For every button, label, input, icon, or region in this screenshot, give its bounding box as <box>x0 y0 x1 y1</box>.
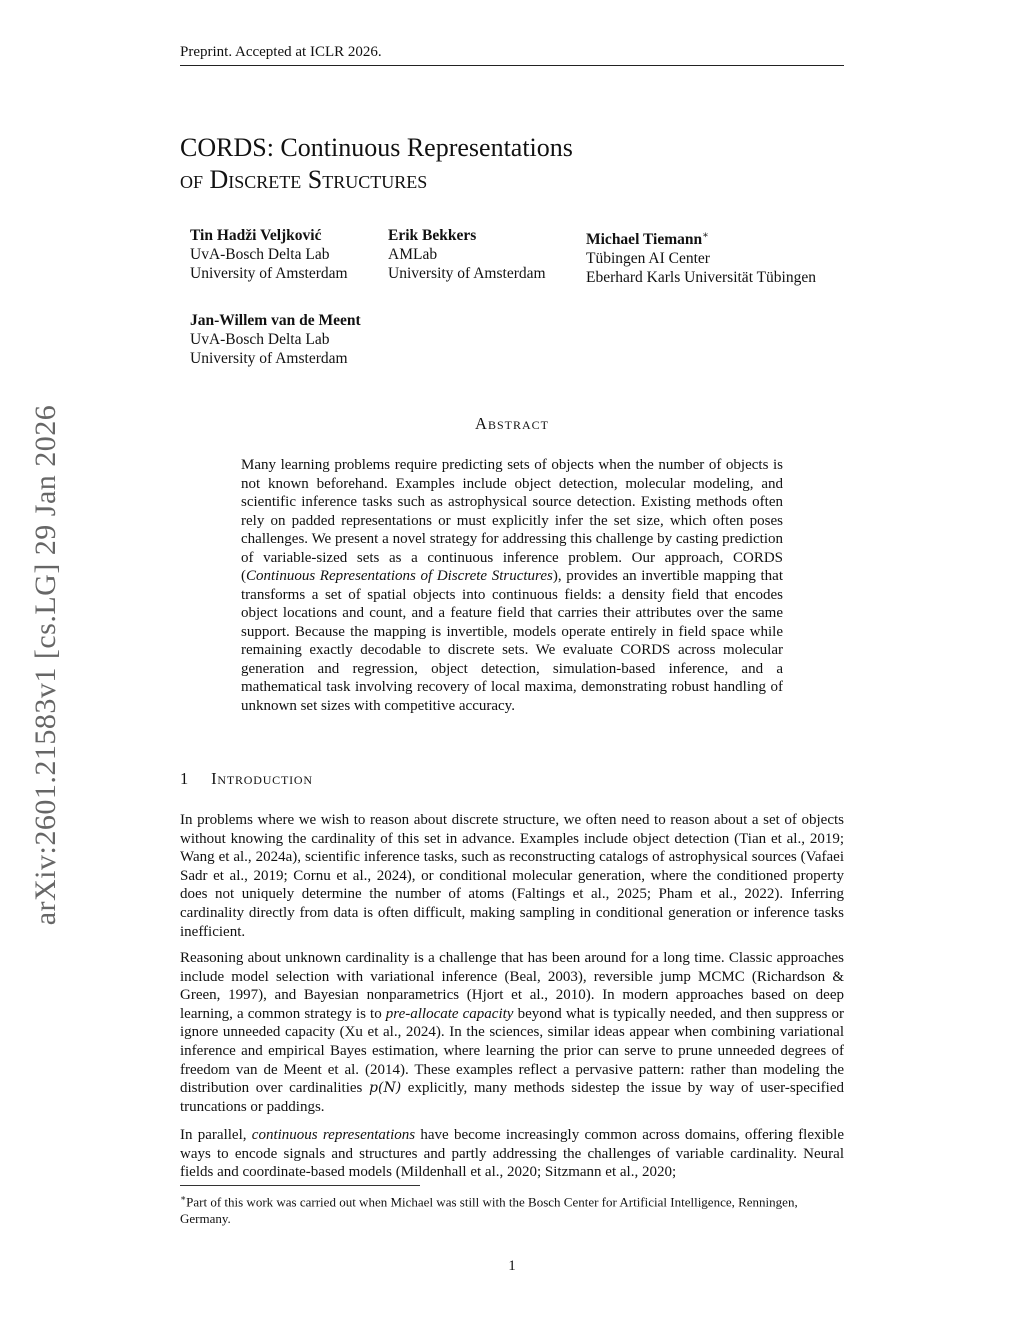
intro-paragraph-1: In problems where we wish to reason about discrete structure, we often need to reason about a set of objects without knowing the cardinality of this set in advance. Examples include object detection (Tian et al., 2019; Wang et al., 2024a), scientific inference tasks, such as reconstructing catalogs of astrophysical sources (Vafaei Sadr et al., 2019; Cornu et al., 2024), or conditional molecular generation, where the conditioned property does not uniquely determine the number of atoms (Faltings et al., 2025; Pham et al., 2022). Inferring cardinality directly from data is often difficult, making sampling in conditional generation or inference tasks inefficient. <box>180 812 844 940</box>
paper-title <box>180 132 844 196</box>
author-name: Erik Bekkers <box>388 227 477 244</box>
author-affiliation: University of Amsterdam <box>388 265 546 282</box>
author-3 <box>586 226 816 287</box>
section-heading <box>180 769 313 789</box>
arxiv-identifier: arXiv:2601.21583v1 [cs.LG] 29 Jan 2026 <box>29 404 62 926</box>
section-number: 1 <box>180 769 190 788</box>
header-rule <box>180 65 844 66</box>
author-name: Michael Tiemann <box>586 231 703 249</box>
author-1 <box>190 226 348 283</box>
author-2 <box>388 226 546 283</box>
footnote-mark: ∗ <box>180 1193 187 1203</box>
page-number: 1 <box>508 1258 516 1274</box>
footnote-rule <box>180 1185 420 1186</box>
author-affiliation: Tübingen AI Center <box>586 250 710 268</box>
author-4 <box>190 311 361 368</box>
footnote-text: Part of this work was carried out when Michael was still with the Bosch Center for Artificial Intelligence, Renningen, Germany. <box>180 1194 798 1227</box>
title-line-2: of Discrete Structures <box>180 165 428 194</box>
math-expression: p(N) <box>369 1080 402 1097</box>
abstract-body: Many learning problems require predicting sets of objects when the number of objects is not known beforehand. Examples include object detection, molecular modeling, and scientific inference tasks such as astrophysical source detection. Existing methods often rely on padded representations or must explicitly infer the set size, which often poses challenges. We present a novel strategy for addressing this challenge by casting prediction of variable-sized sets as a continuous inference problem. Our approach, CORDS (Continuous Representations of Discrete Structures), provides an invertible mapping that transforms a set of spatial objects into continuous fields: a density field that encodes object locations and count, and a feature field that carries their attributes over the same support. Because the mapping is invertible, models operate entirely in field space while remaining exactly decodable to discrete sets. We evaluate CORDS across molecular generation and regression, object detection, simulation-based inference, and a mathematical task involving recovery of local maxima, demonstrating robust handling of unknown set sizes with competitive accuracy. <box>241 457 783 714</box>
author-affiliation: Eberhard Karls Universität Tübingen <box>586 269 816 287</box>
footnote <box>180 1190 844 1227</box>
title-line-1: CORDS: Continuous Representations <box>180 133 573 162</box>
running-header: Preprint. Accepted at ICLR 2026. <box>180 44 382 60</box>
intro-paragraph-2: Reasoning about unknown cardinality is a challenge that has been around for a long time. Classic approaches include model selection with variational inference (Beal, 2003), reversible jump MCMC (Richardson & Green, 1997), and Bayesian nonparametrics (Hjort et al., 2010). In modern approaches based on deep learning, a common strategy is to pre-allocate capacity beyond what is typically needed, and then suppress or ignore unneeded capacity (Xu et al., 2024). In the sciences, similar ideas appear when combining variational inference and empirical Bayes estimation, where learning the prior can serve to prune unneeded degrees of freedom van de Meent et al. (2014). These examples reflect a pervasive pattern: rather than modeling the distribution over cardinalities p(N) explicitly, many methods sidestep the issue by way of user-specified truncations or paddings. <box>180 950 845 1115</box>
author-affiliation: AMLab <box>388 246 438 263</box>
abstract-heading: Abstract <box>475 414 549 433</box>
author-name: Tin Hadži Veljković <box>190 227 322 244</box>
section-title: Introduction <box>211 769 313 788</box>
intro-paragraph-3: In parallel, continuous representations have become increasingly common across domains, offering flexible ways to encode signals and structures and partly addressing the challenges of variable cardinality. Neural fields and coordinate-based models (Mildenhall et al., 2020; Sitzmann et al., 2020; <box>180 1127 845 1181</box>
author-affiliation: University of Amsterdam <box>190 350 348 367</box>
author-affiliation: UvA-Bosch Delta Lab <box>190 331 330 348</box>
footnote-mark: ∗ <box>702 230 709 241</box>
author-name: Jan-Willem van de Meent <box>190 312 361 329</box>
arxiv-sidebar <box>16 375 76 955</box>
author-affiliation: University of Amsterdam <box>190 265 348 282</box>
author-affiliation: UvA-Bosch Delta Lab <box>190 246 330 263</box>
